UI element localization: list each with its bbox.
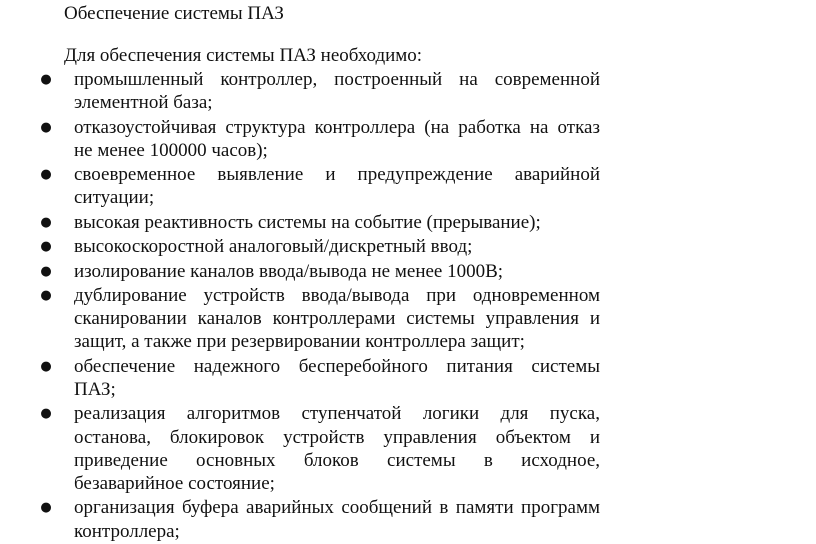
list-item-line: сканировании каналов контроллерами системы управления и bbox=[74, 308, 600, 330]
bullet-icon: ● bbox=[40, 500, 52, 516]
list-item bbox=[36, 235, 600, 258]
list-item-line: элементной база; bbox=[74, 92, 213, 114]
requirements-list bbox=[36, 68, 600, 544]
list-item-line: дублирование устройств ввода/вывода при одновременном bbox=[74, 284, 600, 306]
list-item-line: защит, а также при резервировании контроллера защит; bbox=[74, 331, 525, 353]
list-item-line: ПАЗ; bbox=[74, 378, 116, 400]
list-item bbox=[36, 211, 600, 234]
list-item-line: организация буфера аварийных сообщений в памяти программ bbox=[74, 497, 600, 519]
list-item-line: своевременное выявление и предупреждение аварийной bbox=[74, 164, 600, 186]
list-item-line: промышленный контроллер, построенный на современной bbox=[74, 69, 600, 90]
list-item bbox=[36, 163, 600, 209]
list-item-line: ситуации; bbox=[74, 187, 155, 209]
list-item bbox=[36, 260, 600, 283]
list-item bbox=[36, 496, 600, 542]
list-item-line: высокая реактивность системы на событие (прерывание); bbox=[74, 211, 541, 233]
list-item bbox=[36, 402, 600, 495]
document-title: Обеспечение системы ПАЗ bbox=[64, 3, 284, 24]
bullet-icon: ● bbox=[40, 239, 52, 255]
list-item-line: отказоустойчивая структура контроллера (на работка на отказ bbox=[74, 116, 600, 138]
bullet-icon: ● bbox=[40, 406, 52, 422]
bullet-icon: ● bbox=[40, 358, 52, 374]
list-item-line: высокоскоростной аналоговый/дискретный ввод; bbox=[74, 236, 473, 258]
list-item-line: не менее 100000 часов); bbox=[74, 139, 268, 161]
list-item-line: контроллера; bbox=[74, 520, 180, 542]
list-item-line: безаварийное состояние; bbox=[74, 472, 275, 494]
bullet-icon: ● bbox=[40, 119, 52, 135]
bullet-icon: ● bbox=[40, 72, 52, 87]
list-item-line: изолирование каналов ввода/вывода не менее 1000В; bbox=[74, 260, 504, 282]
intro-paragraph: Для обеспечения системы ПАЗ необходимо: bbox=[64, 45, 423, 66]
bullet-icon: ● bbox=[40, 214, 52, 230]
bullet-icon: ● bbox=[40, 167, 52, 183]
list-item-line: реализация алгоритмов ступенчатой логики для пуска, bbox=[74, 403, 600, 425]
list-item-line: приведение основных блоков системы в исходное, bbox=[74, 449, 600, 471]
list-item bbox=[36, 284, 600, 354]
bullet-icon: ● bbox=[40, 287, 52, 303]
list-item-line: останова, блокировок устройств управления объектом и bbox=[74, 426, 600, 448]
list-item bbox=[36, 355, 600, 401]
bullet-icon: ● bbox=[40, 263, 52, 279]
list-item bbox=[36, 68, 600, 114]
list-item bbox=[36, 116, 600, 162]
list-item-line: обеспечение надежного бесперебойного питания системы bbox=[74, 355, 600, 377]
